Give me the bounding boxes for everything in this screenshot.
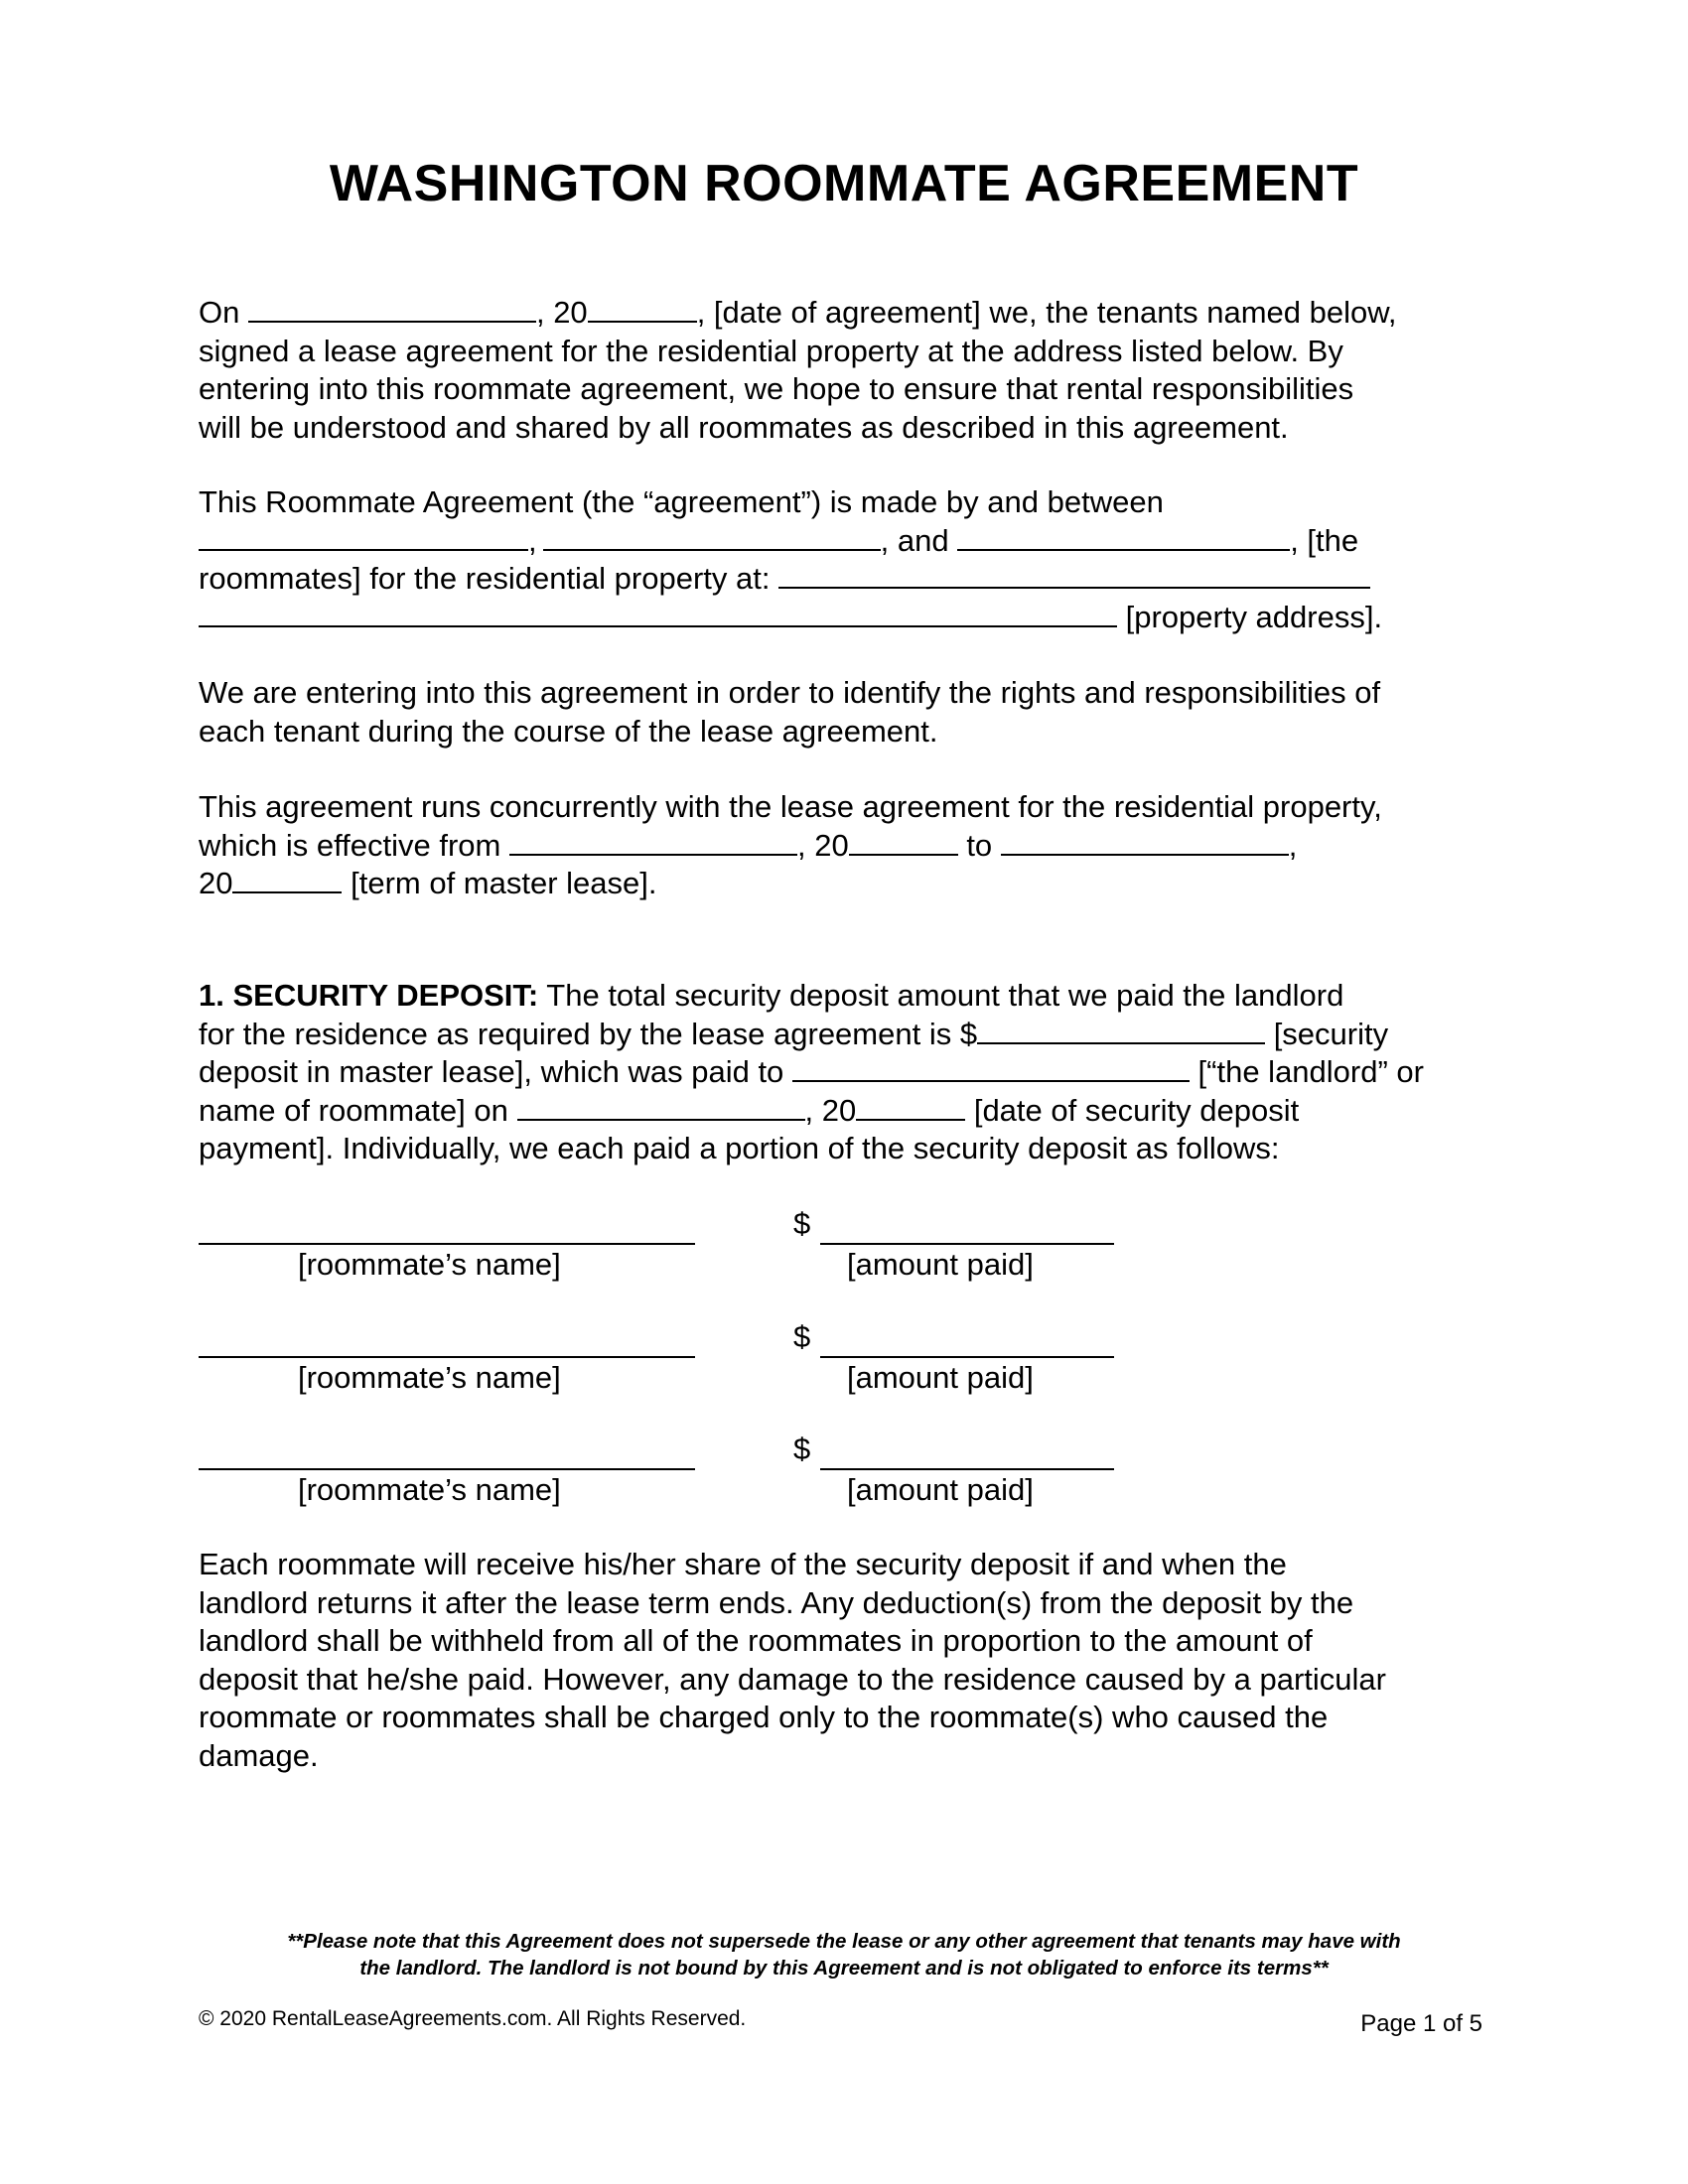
deposit-year-blank[interactable] [856,1093,965,1121]
term-paragraph [199,788,1489,903]
parties-line-2: , , and , [the [199,522,1489,561]
return-line-6: damage. [199,1737,319,1773]
deposit-line-5: payment]. Individually, we each paid a portion of the security deposit as follows: [199,1131,1280,1165]
deposit-line-3: deposit in master lease], which was paid to [“the landlord” or [199,1054,1424,1089]
return-line-2: landlord returns it after the lease term ends. Any deduction(s) from the deposit by the [199,1584,1354,1620]
property-address-blank-1[interactable] [778,561,1370,589]
return-line-4: deposit that he/she paid. However, any damage to the residence caused by a particular [199,1661,1386,1697]
roommate-2-dollar-sign: $ [793,1319,811,1354]
roommate-2-blank[interactable] [543,523,881,551]
copyright-notice: © 2020 RentalLeaseAgreements.com. All Rights Reserved. [199,2007,747,2030]
intro-paragraph [199,294,1489,447]
disclaimer-line-2: the landlord. The landlord is not bound by this Agreement and is not obligated to enforce its terms** [359,1957,1329,1979]
property-address-blank-2[interactable] [199,600,1117,627]
intro-line-4: will be understood and shared by all roommates as described in this agreement. [199,409,1289,445]
deposit-line-4: name of roommate] on , 20 [date of security deposit [199,1092,1300,1128]
roommate-1-name-label: [roommate’s name] [298,1247,561,1282]
roommate-3-blank[interactable] [957,523,1290,551]
intro-line-3: entering into this roommate agreement, we hope to ensure that rental responsibilities [199,371,1354,406]
page-number: Page 1 of 5 [1360,2010,1482,2037]
lease-end-date-blank[interactable] [1001,828,1289,856]
roommate-2-amount-label: [amount paid] [847,1360,1034,1395]
intro-line-1: On , 20 , [date of agreement] we, the tenants named below, [199,295,1397,330]
security-deposit-heading: 1. SECURITY DEPOSIT: [199,978,539,1013]
roommate-1-dollar-sign: $ [793,1206,811,1241]
lease-start-year-blank[interactable] [849,828,958,856]
roommate-2-amount-line[interactable] [820,1356,1114,1358]
deposit-return-paragraph [199,1546,1489,1775]
purpose-paragraph [199,674,1489,751]
term-line-2: which is effective from , 20 to , [199,827,1298,863]
deposit-line-2: for the residence as required by the lease agreement is $ [security [199,1016,1389,1051]
lease-end-year-blank[interactable] [232,866,342,893]
deposit-paid-to-blank[interactable] [792,1054,1190,1082]
total-deposit-amount-blank[interactable] [977,1017,1265,1044]
roommate-1-amount-label: [amount paid] [847,1247,1034,1282]
roommate-3-name-line[interactable] [199,1468,695,1470]
roommate-2-name-label: [roommate’s name] [298,1360,561,1395]
parties-line-1: This Roommate Agreement (the “agreement”) is made by and between [199,484,1164,519]
roommate-3-amount-label: [amount paid] [847,1472,1034,1507]
page-title: WASHINGTON ROOMMATE AGREEMENT [329,155,1359,212]
parties-line-3: roommates] for the residential property at: [199,560,1489,599]
deposit-line-1: 1. SECURITY DEPOSIT: The total security deposit amount that we paid the landlord [199,978,1344,1013]
return-line-3: landlord shall be withheld from all of the roommates in proportion to the amount of [199,1623,1313,1658]
deposit-date-blank[interactable] [517,1093,805,1121]
parties-line-4: [property address]. [199,599,1489,637]
roommate-3-dollar-sign: $ [793,1432,811,1466]
disclaimer-note [0,1928,1688,1981]
roommate-1-name-line[interactable] [199,1243,695,1245]
return-line-1: Each roommate will receive his/her share of the security deposit if and when the [199,1547,1287,1581]
roommate-1-amount-line[interactable] [820,1243,1114,1245]
purpose-line-1: We are entering into this agreement in order to identify the rights and responsibilities of [199,675,1381,710]
roommate-2-name-line[interactable] [199,1356,695,1358]
agreement-year-blank[interactable] [588,295,697,323]
return-line-5: roommate or roommates shall be charged only to the roommate(s) who caused the [199,1700,1329,1734]
roommate-3-name-label: [roommate’s name] [298,1472,561,1507]
roommate-1-blank[interactable] [199,523,528,551]
term-line-1: This agreement runs concurrently with the lease agreement for the residential property, [199,789,1382,824]
lease-start-date-blank[interactable] [509,828,797,856]
agreement-date-blank[interactable] [248,295,536,323]
intro-line-2: signed a lease agreement for the residential property at the address listed below. By [199,333,1343,368]
parties-paragraph [199,483,1489,636]
purpose-line-2: each tenant during the course of the lease agreement. [199,713,938,749]
disclaimer-line-1: **Please note that this Agreement does not supersede the lease or any other agreement that tenants may have with [287,1930,1401,1953]
roommate-3-amount-line[interactable] [820,1468,1114,1470]
term-line-3: 20 [term of master lease]. [199,866,657,900]
security-deposit-section [199,977,1489,1168]
